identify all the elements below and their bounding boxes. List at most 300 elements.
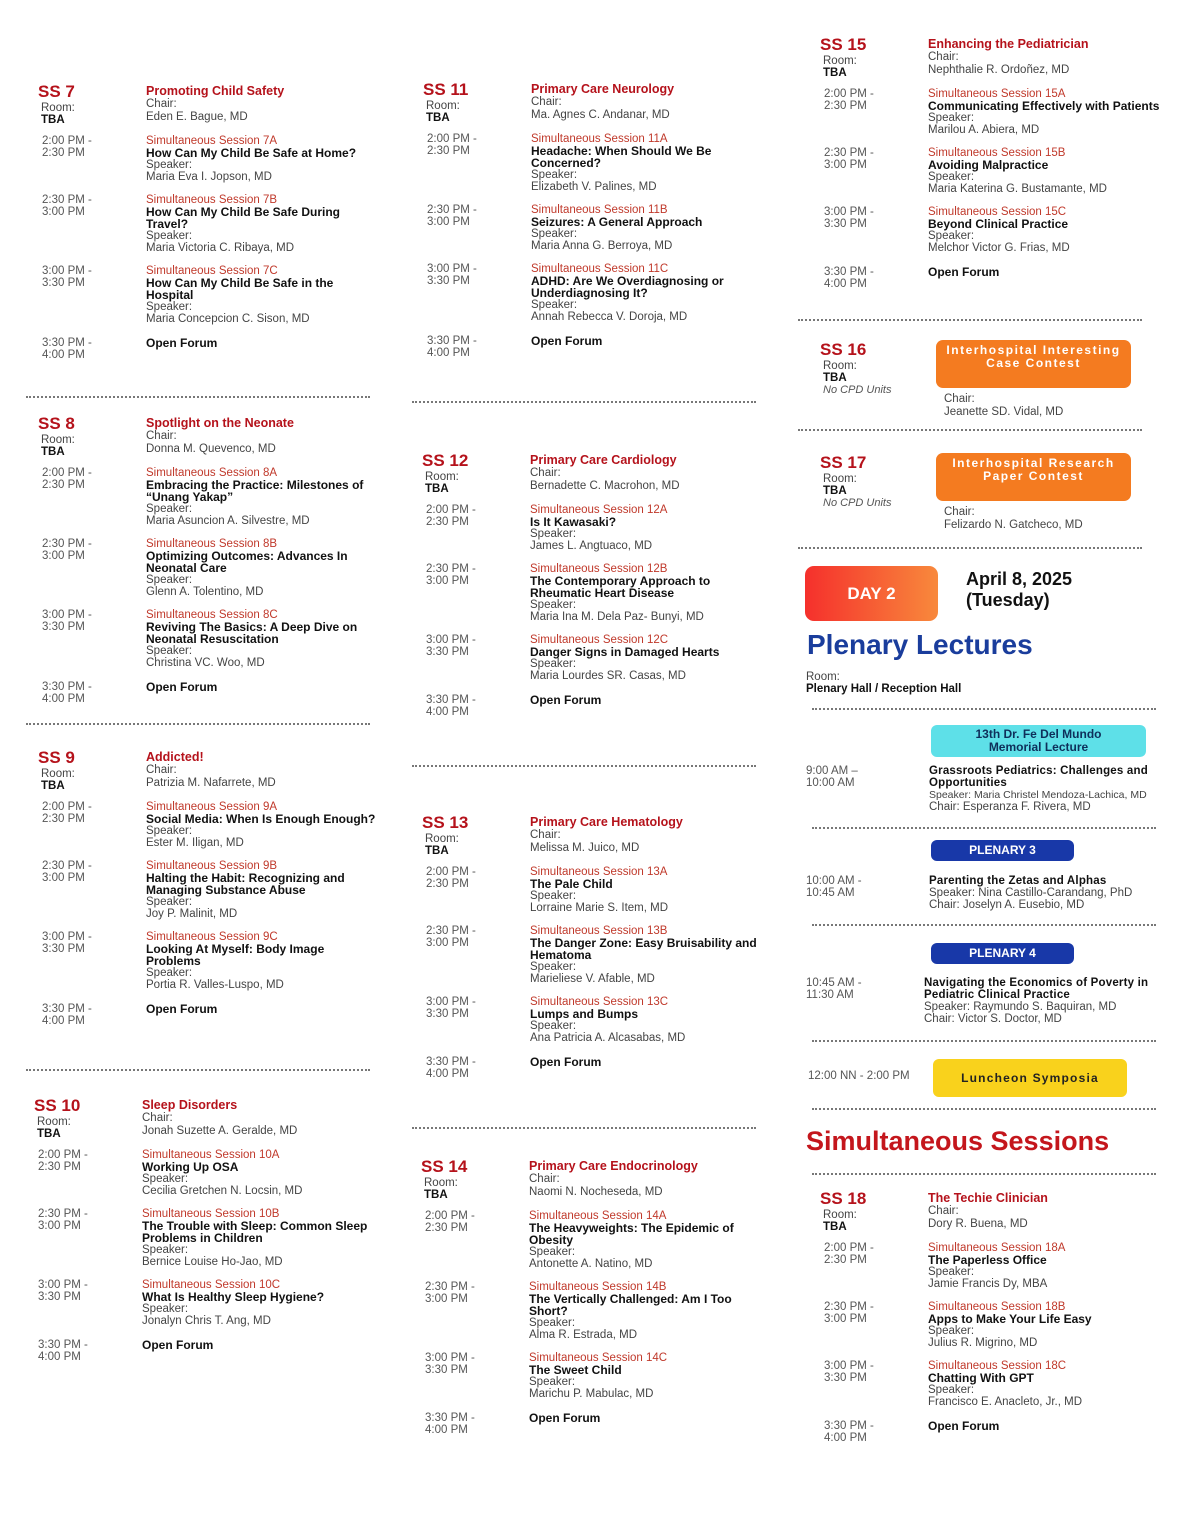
item-topic: The Heavyweights: The Epidemic of Obesity xyxy=(529,1221,734,1247)
item-time xyxy=(42,609,132,633)
speaker-label: Speaker: xyxy=(928,112,975,124)
item-time xyxy=(426,866,516,890)
room-label: Room: xyxy=(425,833,459,845)
speaker-name: Melchor Victor G. Frias, MD xyxy=(928,242,1070,254)
session-id: SS 16 xyxy=(820,340,867,359)
schedule-item xyxy=(426,996,765,1044)
time-end: 2:30 PM xyxy=(42,813,85,825)
divider xyxy=(812,708,1156,710)
item-time xyxy=(426,996,516,1020)
time-start: 3:30 PM - xyxy=(425,1412,475,1424)
item-time xyxy=(42,538,132,562)
chair-label: Chair: xyxy=(530,467,561,479)
schedule-item xyxy=(42,336,381,361)
session-id: SS 7 xyxy=(38,82,75,101)
session-label: Simultaneous Session 11A xyxy=(531,133,668,145)
room-label: Room: xyxy=(823,55,857,67)
time-end: 4:00 PM xyxy=(42,349,85,361)
item-time xyxy=(824,88,914,112)
room-value: TBA xyxy=(823,372,847,384)
speaker-label: Speaker: xyxy=(530,890,577,902)
speaker-name: Jonalyn Chris T. Ang, MD xyxy=(142,1315,271,1327)
speaker-name: Maria Eva I. Jopson, MD xyxy=(146,171,272,183)
schedule-item xyxy=(426,925,765,985)
time-start: 3:30 PM - xyxy=(824,1420,874,1432)
time-start: 3:00 PM - xyxy=(426,996,476,1008)
chair-name: Jonah Suzette A. Geralde, MD xyxy=(142,1125,298,1137)
room-label: Room: xyxy=(425,471,459,483)
chair-label: Chair: xyxy=(146,430,177,442)
session-title: Primary Care Hematology xyxy=(530,815,683,829)
schedule-item xyxy=(42,194,381,254)
item-topic: The Pale Child xyxy=(530,877,613,891)
session-label: Simultaneous Session 10A xyxy=(142,1149,280,1161)
session-ss15 xyxy=(820,35,1170,290)
speaker-name: James L. Angtuaco, MD xyxy=(530,540,653,552)
speaker-name: Maria Victoria C. Ribaya, MD xyxy=(146,242,295,254)
date-text: April 8, 2025 xyxy=(966,569,1073,589)
item-time xyxy=(38,1279,128,1303)
time-end: 2:30 PM xyxy=(38,1161,81,1173)
session-title: Promoting Child Safety xyxy=(146,84,285,98)
session-label: Simultaneous Session 8B xyxy=(146,538,278,550)
lecture-title: Parenting the Zetas and Alphas xyxy=(929,875,1107,887)
item-topic: Looking At Myself: Body Image Problems xyxy=(146,942,325,968)
session-ss18 xyxy=(820,1189,1170,1444)
session-id: SS 18 xyxy=(820,1189,867,1208)
speaker-name: Glenn A. Tolentino, MD xyxy=(146,586,264,598)
schedule-item xyxy=(42,467,381,527)
session-title: Enhancing the Pediatrician xyxy=(928,37,1089,51)
item-topic: The Paperless Office xyxy=(928,1253,1047,1267)
speaker-label: Speaker: xyxy=(146,159,193,171)
speaker-name: Christina VC. Woo, MD xyxy=(146,657,265,669)
chair-name: Patrizia M. Nafarrete, MD xyxy=(146,777,276,789)
session-title: The Techie Clinician xyxy=(928,1191,1048,1205)
schedule-item xyxy=(42,680,381,705)
speaker-label: Speaker: xyxy=(146,574,193,586)
item-time xyxy=(42,135,132,159)
item-topic: Open Forum xyxy=(530,1055,602,1069)
session-room xyxy=(823,55,857,79)
item-topic: The Contemporary Approach to Rheumatic Heart Disease xyxy=(530,574,711,600)
session-body xyxy=(926,340,1161,419)
item-time xyxy=(824,266,914,290)
room-label: Room: xyxy=(426,100,460,112)
room-value: TBA xyxy=(424,1189,448,1201)
time-start: 3:30 PM - xyxy=(42,681,92,693)
time-end: 3:00 PM xyxy=(425,1293,468,1305)
speaker-label: Speaker: xyxy=(530,961,577,973)
speaker-label: Speaker: xyxy=(142,1303,189,1315)
schedule-item xyxy=(427,133,766,193)
speaker-label: Speaker: xyxy=(146,230,193,242)
speaker-label: Speaker: xyxy=(928,1266,975,1278)
session-label: Simultaneous Session 18B xyxy=(928,1301,1066,1313)
schedule-item xyxy=(824,147,1163,195)
session-title: Addicted! xyxy=(146,750,204,764)
session-id: SS 12 xyxy=(422,451,469,470)
session-label: Simultaneous Session 11B xyxy=(531,204,668,216)
session-room xyxy=(823,1209,857,1233)
session-label: Simultaneous Session 18C xyxy=(928,1360,1067,1372)
time-start: 2:00 PM - xyxy=(42,135,92,147)
item-topic: Optimizing Outcomes: Advances In Neonatal Care xyxy=(146,549,348,575)
speaker-label: Speaker: xyxy=(146,301,193,313)
lecture-time xyxy=(806,875,862,899)
item-time xyxy=(824,1360,914,1384)
divider xyxy=(26,396,370,398)
item-time xyxy=(426,634,516,658)
item-time xyxy=(38,1339,128,1363)
item-topic: Open Forum xyxy=(146,1002,218,1016)
time-start: 2:30 PM - xyxy=(426,563,476,575)
lecture-details xyxy=(929,875,1164,911)
session-title: Spotlight on the Neonate xyxy=(146,416,294,430)
item-topic: The Sweet Child xyxy=(529,1363,622,1377)
item-time xyxy=(427,263,517,287)
divider xyxy=(798,429,1142,431)
session-room xyxy=(41,768,75,792)
time-end: 4:00 PM xyxy=(425,1424,468,1436)
time-start: 3:30 PM - xyxy=(427,335,477,347)
schedule-item xyxy=(824,1242,1163,1290)
item-topic: Reviving The Basics: A Deep Dive on Neonatal Resuscitation xyxy=(146,620,358,646)
session-id: SS 11 xyxy=(423,80,469,99)
item-topic: Headache: When Should We Be Concerned? xyxy=(531,144,712,170)
time-end: 3:00 PM xyxy=(426,575,469,587)
speaker-name: Lorraine Marie S. Item, MD xyxy=(530,902,669,914)
item-time xyxy=(42,1003,132,1027)
session-label: Simultaneous Session 13A xyxy=(530,866,668,878)
schedule-item xyxy=(425,1281,764,1341)
item-time xyxy=(42,194,132,218)
speaker-label: Speaker: xyxy=(146,503,193,515)
item-topic: Open Forum xyxy=(529,1411,601,1425)
room-value: TBA xyxy=(41,446,65,458)
lecture-title: Grassroots Pediatrics: Challenges and Opportunities xyxy=(929,765,1148,789)
item-time xyxy=(426,504,516,528)
luncheon-time: 12:00 NN - 2:00 PM xyxy=(808,1070,910,1082)
time-end: 3:00 PM xyxy=(42,206,85,218)
chair-name: Melissa M. Juico, MD xyxy=(530,842,640,854)
room-label: Room: xyxy=(424,1177,458,1189)
room-value: TBA xyxy=(425,845,449,857)
session-label: Simultaneous Session 14A xyxy=(529,1210,667,1222)
cpd-note: No CPD Units xyxy=(823,384,892,396)
time-end: 2:30 PM xyxy=(42,479,85,491)
session-ss10 xyxy=(34,1096,384,1363)
schedule-item xyxy=(426,634,765,682)
schedule-item xyxy=(427,263,766,323)
item-time xyxy=(425,1210,515,1234)
item-time xyxy=(427,204,517,228)
item-time xyxy=(42,467,132,491)
weekday-text: (Tuesday) xyxy=(966,590,1050,610)
item-topic: Avoiding Malpractice xyxy=(928,158,1049,172)
time-start: 3:00 PM - xyxy=(824,1360,874,1372)
speaker-label: Speaker: xyxy=(146,825,193,837)
plenary-room xyxy=(806,671,961,695)
lecture-chair: Chair: Esperanza F. Rivera, MD xyxy=(929,801,1091,813)
time-end: 3:00 PM xyxy=(824,1313,867,1325)
session-ss8 xyxy=(38,414,388,705)
plenary-3-badge: PLENARY 3 xyxy=(931,840,1074,861)
time-end: 3:00 PM xyxy=(427,216,470,228)
room-label: Room: xyxy=(823,1209,857,1221)
time-end: 3:00 PM xyxy=(42,550,85,562)
session-id: SS 15 xyxy=(820,35,867,54)
session-label: Simultaneous Session 18A xyxy=(928,1242,1066,1254)
chair-name: Jeanette SD. Vidal, MD xyxy=(944,406,1064,418)
speaker-name: Ana Patricia A. Alcasabas, MD xyxy=(530,1032,686,1044)
chair-name: Eden E. Bague, MD xyxy=(146,111,248,123)
lecture-speaker: Speaker: Raymundo S. Baquiran, MD xyxy=(924,1001,1117,1013)
divider xyxy=(798,547,1142,549)
session-label: Simultaneous Session 13C xyxy=(530,996,669,1008)
chair-label: Chair: xyxy=(530,829,561,841)
schedule-item xyxy=(38,1149,377,1197)
lecture-title: Navigating the Economics of Poverty in Pediatric Clinical Practice xyxy=(924,977,1149,1001)
chair-name: Bernadette C. Macrohon, MD xyxy=(530,480,680,492)
time-end: 3:00 PM xyxy=(42,872,85,884)
speaker-name: Maria Ina M. Dela Paz- Bunyi, MD xyxy=(530,611,704,623)
schedule-item xyxy=(42,801,381,849)
speaker-label: Speaker: xyxy=(530,1020,577,1032)
item-topic: The Danger Zone: Easy Bruisability and Hematoma xyxy=(530,936,757,962)
speaker-label: Speaker: xyxy=(928,230,975,242)
lecture-chair: Chair: Joselyn A. Eusebio, MD xyxy=(929,899,1085,911)
chair-label: Chair: xyxy=(531,96,562,108)
session-room xyxy=(823,473,891,509)
time-start: 2:30 PM - xyxy=(42,194,92,206)
speaker-label: Speaker: xyxy=(530,658,577,670)
session-label: Simultaneous Session 9C xyxy=(146,931,278,943)
lecture-badge: 13th Dr. Fe Del Mundo Memorial Lecture xyxy=(931,725,1146,757)
simultaneous-heading: Simultaneous Sessions xyxy=(806,1126,1110,1156)
item-time xyxy=(38,1149,128,1173)
schedule-item xyxy=(42,1002,381,1027)
session-room xyxy=(41,102,75,126)
time-end: 3:00 PM xyxy=(824,159,867,171)
item-topic: Seizures: A General Approach xyxy=(531,215,703,229)
divider xyxy=(412,401,756,403)
item-topic: Communicating Effectively with Patients xyxy=(928,99,1160,113)
item-time xyxy=(426,694,516,718)
chair-name: Ma. Agnes C. Andanar, MD xyxy=(531,109,670,121)
time-start: 3:00 PM - xyxy=(42,265,92,277)
divider xyxy=(412,1127,756,1129)
time-end: 4:00 PM xyxy=(426,1068,469,1080)
session-ss12 xyxy=(422,451,772,718)
item-topic: Open Forum xyxy=(928,1419,1000,1433)
time-start: 2:00 PM - xyxy=(42,467,92,479)
time-end: 3:30 PM xyxy=(42,943,85,955)
speaker-label: Speaker: xyxy=(529,1317,576,1329)
item-topic: Halting the Habit: Recognizing and Managing Substance Abuse xyxy=(146,871,345,897)
item-topic: Open Forum xyxy=(928,265,1000,279)
schedule-item xyxy=(42,538,381,598)
time-start: 3:00 PM - xyxy=(426,634,476,646)
session-label: Simultaneous Session 8A xyxy=(146,467,278,479)
session-label: Simultaneous Session 10B xyxy=(142,1208,280,1220)
item-time xyxy=(426,925,516,949)
time-start: 3:30 PM - xyxy=(38,1339,88,1351)
lecture-time xyxy=(806,977,862,1001)
room-value: TBA xyxy=(37,1128,61,1140)
time-end: 4:00 PM xyxy=(427,347,470,359)
session-ss16 xyxy=(820,340,1170,419)
time-start: 2:30 PM - xyxy=(824,1301,874,1313)
room-label: Room: xyxy=(806,671,840,683)
schedule-item xyxy=(38,1279,377,1327)
speaker-label: Speaker: xyxy=(928,171,975,183)
session-label: Simultaneous Session 14C xyxy=(529,1352,668,1364)
item-topic: Working Up OSA xyxy=(142,1160,239,1174)
item-time xyxy=(42,681,132,705)
item-topic: Open Forum xyxy=(146,680,218,694)
time-end: 4:00 PM xyxy=(42,1015,85,1027)
room-label: Room: xyxy=(41,434,75,446)
time-end: 2:30 PM xyxy=(42,147,85,159)
item-topic: How Can My Child Be Safe at Home? xyxy=(146,146,357,160)
item-topic: How Can My Child Be Safe in the Hospital xyxy=(146,276,334,302)
time-start: 2:00 PM - xyxy=(426,866,476,878)
room-value: TBA xyxy=(823,1221,847,1233)
speaker-name: Antonette A. Natino, MD xyxy=(529,1258,653,1270)
cpd-note: No CPD Units xyxy=(823,497,892,509)
room-value: Plenary Hall / Reception Hall xyxy=(806,683,962,695)
divider xyxy=(798,319,1142,321)
time-end: 2:30 PM xyxy=(426,878,469,890)
time-end: 2:30 PM xyxy=(426,516,469,528)
time-end: 2:30 PM xyxy=(425,1222,468,1234)
speaker-name: Ester M. Iligan, MD xyxy=(146,837,244,849)
time-end: 3:00 PM xyxy=(38,1220,81,1232)
item-time xyxy=(42,265,132,289)
room-value: TBA xyxy=(41,780,65,792)
schedule-item xyxy=(425,1411,764,1436)
session-label: Simultaneous Session 10C xyxy=(142,1279,281,1291)
chair-name: Felizardo N. Gatcheco, MD xyxy=(944,519,1083,531)
item-topic: Open Forum xyxy=(142,1338,214,1352)
item-topic: Is It Kawasaki? xyxy=(530,515,617,529)
speaker-name: Elizabeth V. Palines, MD xyxy=(531,181,657,193)
session-id: SS 17 xyxy=(820,453,867,472)
speaker-label: Speaker: xyxy=(146,967,193,979)
session-room xyxy=(425,471,459,495)
room-value: TBA xyxy=(425,483,449,495)
item-topic: Open Forum xyxy=(146,336,218,350)
item-time xyxy=(42,337,132,361)
session-ss13 xyxy=(422,813,772,1080)
schedule-item xyxy=(42,609,381,669)
divider xyxy=(412,765,756,767)
speaker-name: Bernice Louise Ho-Jao, MD xyxy=(142,1256,283,1268)
time-start: 2:00 PM - xyxy=(427,133,477,145)
time-start: 3:00 PM - xyxy=(38,1279,88,1291)
session-ss7 xyxy=(38,82,388,361)
time-start: 3:30 PM - xyxy=(426,1056,476,1068)
item-topic: Danger Signs in Damaged Hearts xyxy=(530,645,720,659)
speaker-label: Speaker: xyxy=(928,1384,975,1396)
divider xyxy=(812,827,1156,829)
item-time xyxy=(824,206,914,230)
chair-label: Chair: xyxy=(944,393,975,405)
item-time xyxy=(426,1056,516,1080)
session-label: Simultaneous Session 11C xyxy=(531,263,669,275)
item-topic: What Is Healthy Sleep Hygiene? xyxy=(142,1290,325,1304)
session-ss14 xyxy=(421,1157,771,1436)
item-topic: Open Forum xyxy=(530,693,602,707)
schedule-item xyxy=(824,1419,1163,1444)
chair-label: Chair: xyxy=(146,98,177,110)
time-start: 3:00 PM - xyxy=(42,609,92,621)
item-time xyxy=(427,133,517,157)
speaker-name: Francisco E. Anacleto, Jr., MD xyxy=(928,1396,1083,1408)
session-id: SS 8 xyxy=(38,414,75,433)
chair-label: Chair: xyxy=(928,1205,959,1217)
lecture-speaker: Speaker: Nina Castillo-Carandang, PhD xyxy=(929,887,1133,899)
schedule-item xyxy=(426,563,765,623)
plenary-heading: Plenary Lectures xyxy=(807,629,1033,660)
lecture-time xyxy=(806,765,858,789)
time-start: 2:30 PM - xyxy=(425,1281,475,1293)
session-id: SS 14 xyxy=(421,1157,468,1176)
item-time xyxy=(42,931,132,955)
lecture-details xyxy=(929,765,1164,813)
contest-badge: Interhospital Research Paper Contest xyxy=(936,453,1131,501)
time-end: 10:00 AM xyxy=(806,777,855,789)
schedule-item xyxy=(38,1208,377,1268)
time-end: 3:30 PM xyxy=(425,1364,468,1376)
session-title: Primary Care Endocrinology xyxy=(529,1159,698,1173)
speaker-name: Jamie Francis Dy, MBA xyxy=(928,1278,1048,1290)
session-title: Sleep Disorders xyxy=(142,1098,238,1112)
speaker-name: Joy P. Malinit, MD xyxy=(146,908,238,920)
session-room xyxy=(823,360,891,396)
schedule-item xyxy=(425,1210,764,1270)
session-label: Simultaneous Session 12B xyxy=(530,563,668,575)
room-label: Room: xyxy=(823,360,857,372)
session-room xyxy=(424,1177,458,1201)
session-id: SS 13 xyxy=(422,813,469,832)
time-start: 2:30 PM - xyxy=(427,204,477,216)
time-start: 3:30 PM - xyxy=(426,694,476,706)
time-end: 2:30 PM xyxy=(824,1254,867,1266)
day-date xyxy=(966,569,1072,611)
session-label: Simultaneous Session 7B xyxy=(146,194,278,206)
item-time xyxy=(425,1352,515,1376)
item-time xyxy=(427,335,517,359)
item-time xyxy=(42,801,132,825)
time-start: 9:00 AM – xyxy=(806,765,858,777)
item-topic: Open Forum xyxy=(531,334,603,348)
session-id: SS 10 xyxy=(34,1096,81,1115)
speaker-label: Speaker: xyxy=(531,169,578,181)
time-end: 3:30 PM xyxy=(426,1008,469,1020)
item-time xyxy=(824,147,914,171)
session-id: SS 9 xyxy=(38,748,75,767)
session-room xyxy=(37,1116,71,1140)
item-time xyxy=(824,1420,914,1444)
time-start: 3:00 PM - xyxy=(42,931,92,943)
speaker-label: Speaker: xyxy=(146,896,193,908)
session-label: Simultaneous Session 9A xyxy=(146,801,278,813)
speaker-name: Cecilia Gretchen N. Locsin, MD xyxy=(142,1185,303,1197)
plenary-4-badge: PLENARY 4 xyxy=(931,943,1074,964)
time-start: 2:00 PM - xyxy=(824,1242,874,1254)
